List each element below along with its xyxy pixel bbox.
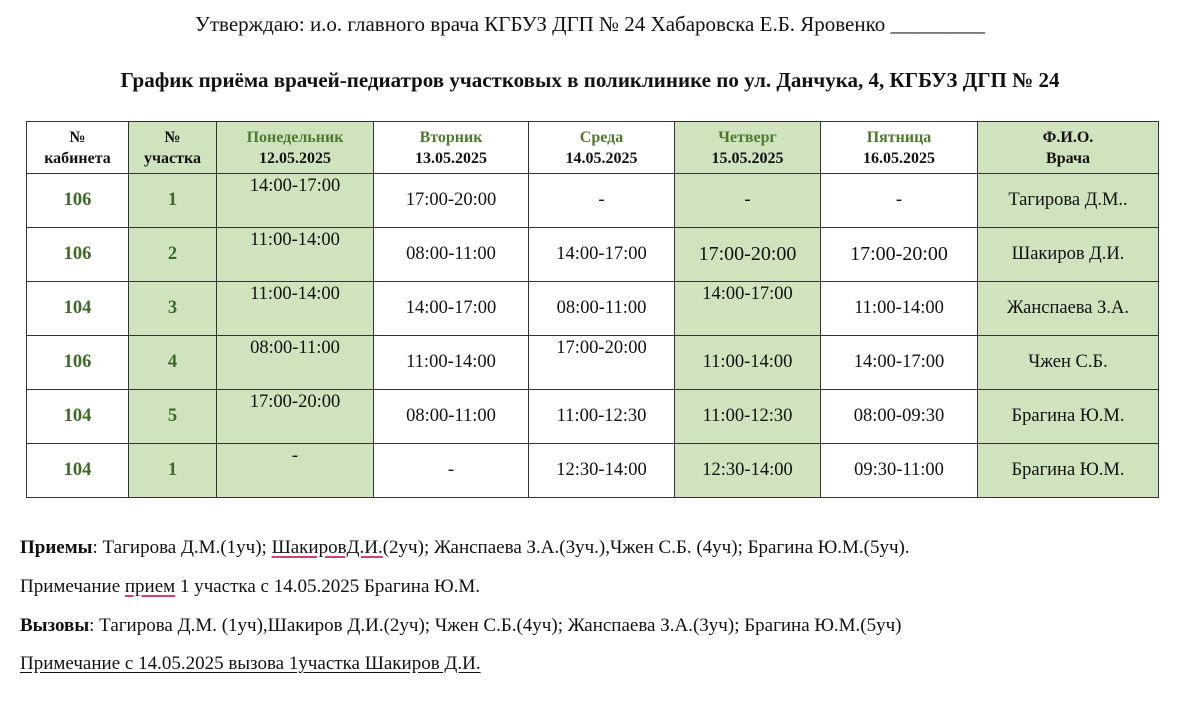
page-title: График приёма врачей-педиатров участковых в поликлинике по ул. Данчука, 4, КГБУЗ ДГП № 24: [120, 68, 1060, 92]
table-row: [27, 228, 1159, 282]
cell-tuesday: 11:00-14:00: [374, 336, 529, 390]
cell-district: 2: [129, 228, 217, 282]
header-monday: Понедельник 12.05.2025: [217, 122, 374, 174]
cell-tuesday: 08:00-11:00: [374, 390, 529, 444]
receptions-label: Приемы: [20, 537, 93, 558]
cell-tuesday: 14:00-17:00: [374, 282, 529, 336]
cell-friday: 17:00-20:00: [821, 228, 978, 282]
receptions-line: [20, 537, 910, 559]
receptions-text-a: : Тагирова Д.М.(1уч);: [92, 537, 272, 558]
cell-district: 4: [129, 336, 217, 390]
cell-doctor-name: Шакиров Д.И.: [978, 228, 1159, 282]
table-row: [27, 174, 1159, 228]
calls-label: Вызовы: [20, 615, 90, 636]
cell-thursday: 12:30-14:00: [675, 444, 821, 498]
cell-friday: 11:00-14:00: [821, 282, 978, 336]
cell-cabinet: 106: [27, 174, 129, 228]
cell-monday: 11:00-14:00: [217, 282, 374, 336]
cell-monday: 08:00-11:00: [217, 336, 374, 390]
cell-wednesday: 12:30-14:00: [529, 444, 675, 498]
table-row: [27, 390, 1159, 444]
cell-wednesday: 17:00-20:00: [529, 336, 675, 390]
table-row: [27, 336, 1159, 390]
cell-cabinet: 106: [27, 228, 129, 282]
header-doctor-name: Ф.И.О. Врача: [978, 122, 1159, 174]
cell-doctor-name: Брагина Ю.М.: [978, 444, 1159, 498]
cell-cabinet: 104: [27, 390, 129, 444]
calls-text: : Тагирова Д.М. (1уч),Шакиров Д.И.(2уч); Чжен С.Б.(4уч); Жанспаева З.А.(3уч); Брагина Ю.М.(5уч): [89, 615, 902, 636]
cell-wednesday: 11:00-12:30: [529, 390, 675, 444]
cell-doctor-name: Тагирова Д.М..: [978, 174, 1159, 228]
cell-tuesday: 08:00-11:00: [374, 228, 529, 282]
cell-tuesday: 17:00-20:00: [374, 174, 529, 228]
cell-thursday: 11:00-14:00: [675, 336, 821, 390]
cell-friday: 14:00-17:00: [821, 336, 978, 390]
table-row: [27, 282, 1159, 336]
receptions-text-b: ШакировД.И.: [271, 537, 383, 558]
receptions-text-c: (2уч); Жанспаева З.А.(3уч.),Чжен С.Б. (4уч); Брагина Ю.М.(5уч).: [382, 537, 910, 558]
cell-cabinet: 104: [27, 282, 129, 336]
cell-district: 1: [129, 444, 217, 498]
cell-cabinet: 104: [27, 444, 129, 498]
header-district: № участка: [129, 122, 217, 174]
note1-text-a: Примечание: [20, 576, 125, 597]
table-header-row: [27, 122, 1159, 174]
cell-wednesday: 14:00-17:00: [529, 228, 675, 282]
cell-monday: -: [217, 444, 374, 498]
cell-wednesday: -: [529, 174, 675, 228]
cell-doctor-name: Жанспаева З.А.: [978, 282, 1159, 336]
cell-thursday: 17:00-20:00: [675, 228, 821, 282]
table-row: [27, 444, 1159, 498]
calls-line: [20, 615, 902, 637]
cell-district: 1: [129, 174, 217, 228]
cell-monday: 14:00-17:00: [217, 174, 374, 228]
note1-text-c: 1 участка с 14.05.2025 Брагина Ю.М.: [175, 576, 481, 597]
header-wednesday: Среда 14.05.2025: [529, 122, 675, 174]
cell-thursday: 11:00-12:30: [675, 390, 821, 444]
header-thursday: Четверг 15.05.2025: [675, 122, 821, 174]
cell-monday: 11:00-14:00: [217, 228, 374, 282]
cell-doctor-name: Брагина Ю.М.: [978, 390, 1159, 444]
note1-text-b: прием: [124, 576, 176, 597]
cell-tuesday: -: [374, 444, 529, 498]
header-tuesday: Вторник 13.05.2025: [374, 122, 529, 174]
cell-friday: 09:30-11:00: [821, 444, 978, 498]
note-reception-line: [20, 576, 480, 598]
cell-cabinet: 106: [27, 336, 129, 390]
cell-monday: 17:00-20:00: [217, 390, 374, 444]
note-calls-line: Примечание с 14.05.2025 вызова 1участка Шакиров Д.И.: [20, 653, 481, 674]
approval-line: Утверждаю: и.о. главного врача КГБУЗ ДГП № 24 Хабаровска Е.Б. Яровенко _________: [195, 12, 985, 36]
cell-district: 5: [129, 390, 217, 444]
header-cabinet: № кабинета: [27, 122, 129, 174]
schedule-table: [26, 121, 1159, 498]
cell-thursday: -: [675, 174, 821, 228]
cell-friday: 08:00-09:30: [821, 390, 978, 444]
cell-friday: -: [821, 174, 978, 228]
cell-doctor-name: Чжен С.Б.: [978, 336, 1159, 390]
cell-wednesday: 08:00-11:00: [529, 282, 675, 336]
cell-district: 3: [129, 282, 217, 336]
cell-thursday: 14:00-17:00: [675, 282, 821, 336]
header-friday: Пятница 16.05.2025: [821, 122, 978, 174]
